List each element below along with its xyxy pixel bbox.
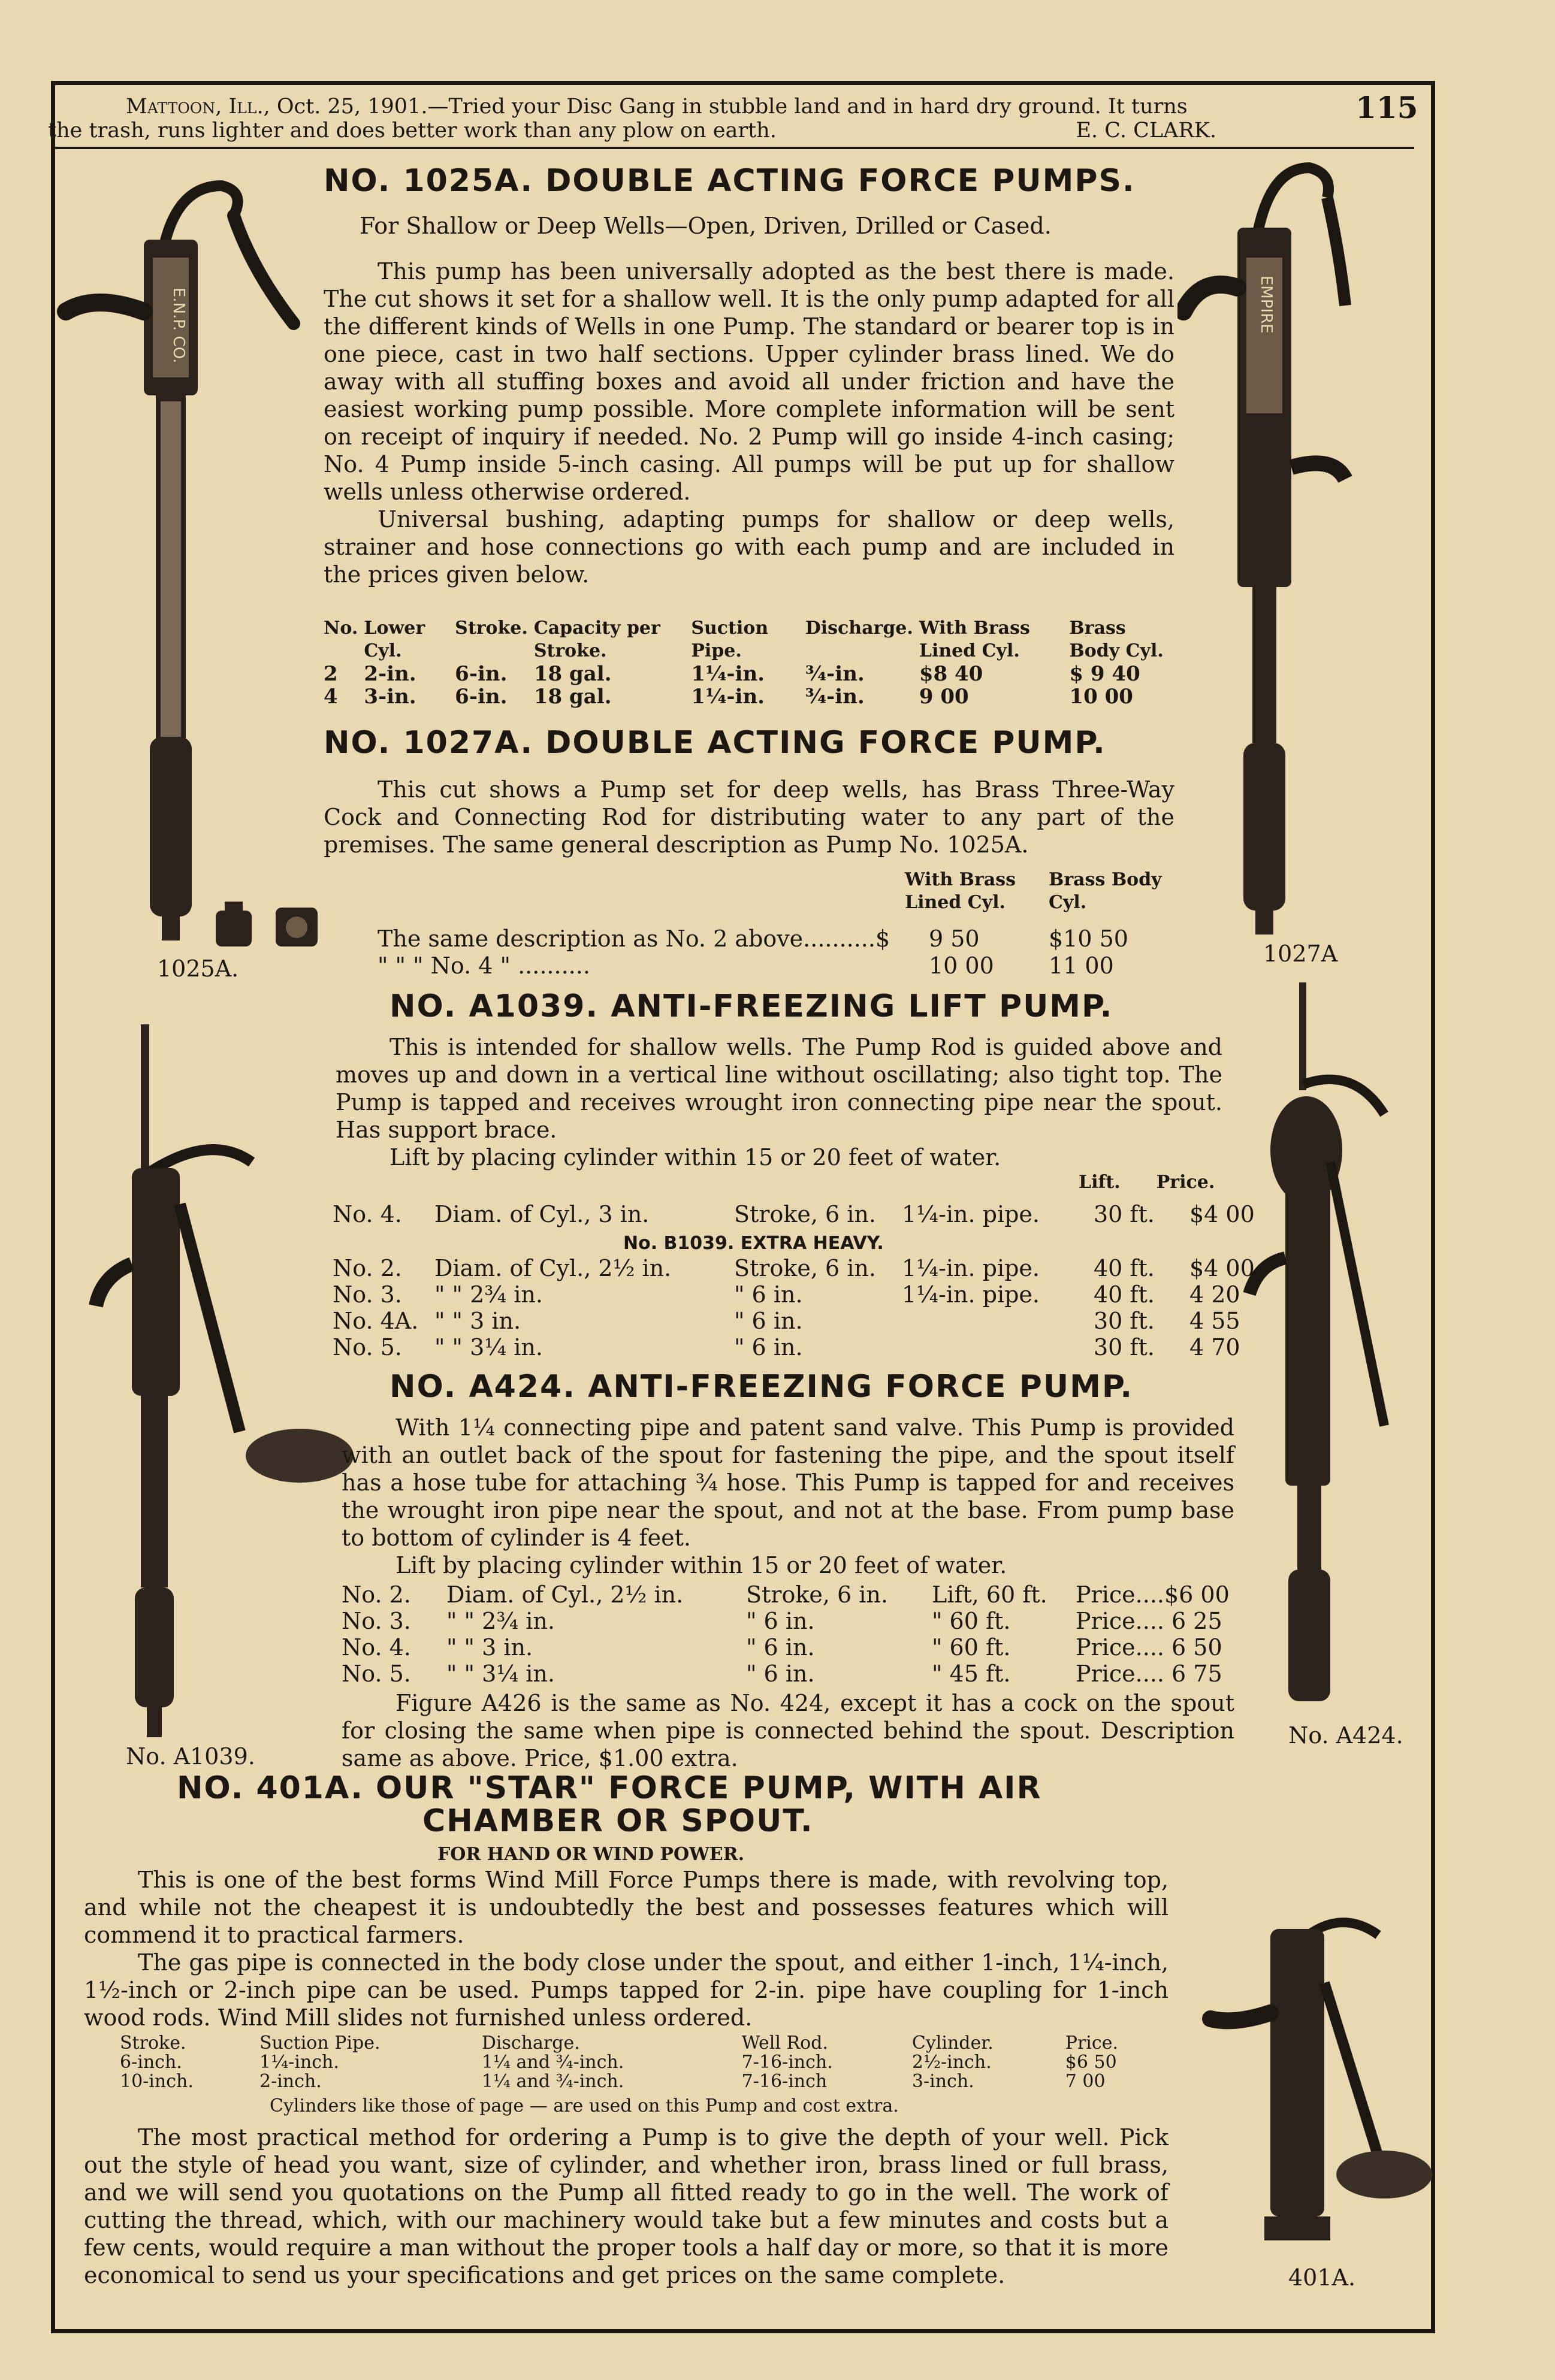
cell: 1¼-in. pipe. (902, 1255, 1040, 1281)
cell: 4 70 (1189, 1334, 1240, 1360)
cell: 1¼-in. (691, 662, 765, 686)
table-row (324, 663, 1186, 685)
col-brass-body: Brass Body Cyl. (1049, 869, 1162, 913)
pump-401a-illustration (1198, 1893, 1438, 2264)
table-row (120, 2053, 1168, 2072)
cell: " " 2¾ in. (434, 1281, 543, 1308)
cell: " 6 in. (734, 1334, 803, 1360)
cell: 18 gal. (533, 685, 612, 709)
table-row (333, 1281, 1261, 1308)
caption-a1039: No. A1039. (126, 1743, 255, 1770)
ordering-instructions (84, 2124, 1168, 2289)
table-row (324, 685, 1186, 708)
cell: 18 gal. (533, 662, 612, 686)
cell: " 6 in. (734, 1308, 803, 1334)
cell: 7-16-inch (741, 2071, 828, 2092)
table-1025a-header (324, 617, 1186, 663)
subtitle-1025a: For Shallow or Deep Wells—Open, Driven, Drilled or Cased. (360, 213, 1052, 239)
table-401a (120, 2034, 1168, 2091)
cell: 40 ft. (1094, 1255, 1155, 1281)
testimonial-line-1: , Oct. 25, 1901.—Tried your Disc Gang in stubble land and in hard dry ground. It turns (263, 95, 1188, 119)
cell: " " 3¼ in. (434, 1334, 543, 1360)
cell: Diam. of Cyl., 2½ in. (446, 1581, 684, 1608)
table-row (342, 1581, 1236, 1608)
para-401a-3: The most practical method for ordering a Pump is to give the depth of your well. Pick out the style of head you want, size of cylinder, and whether iron, brass lined or full brass, and we will send you quotations on the Pump all fitted ready to go in the well. The work of cutting the thread, which, with our machinery would take but a few minutes and costs but a few cents, would require a man without the proper tools a half day or more, so that it is more economical to send us your specifications and get prices on the same complete. (84, 2124, 1168, 2288)
cell: No. 4. (342, 1634, 411, 1661)
title-401a-line-2: CHAMBER OR SPOUT. (422, 1803, 814, 1839)
th: Well Rod. (741, 2033, 828, 2054)
pump-body-label-right: EMPIRE (1257, 276, 1275, 334)
table-1025a (324, 617, 1186, 708)
table-a1039-main (333, 1201, 1261, 1227)
cell: 1¼-in. pipe. (902, 1281, 1040, 1308)
page-number: 115 (1355, 90, 1418, 125)
cell: 7-16-inch. (741, 2052, 833, 2073)
table-row (333, 1308, 1261, 1334)
cell: " 6 in. (746, 1608, 815, 1634)
th: Capacity per Stroke. (533, 618, 660, 661)
cell: Price.... 6 75 (1076, 1661, 1222, 1687)
th: Price. (1065, 2033, 1118, 2054)
a1039-col-headers (1079, 1171, 1215, 1194)
cell: 1¼-inch. (259, 2052, 339, 2073)
cell: 6-inch. (120, 2052, 182, 2073)
cell: " 6 in. (746, 1661, 815, 1687)
cell: 1¼ and ¾-inch. (481, 2071, 624, 2092)
cell: " 45 ft. (932, 1661, 1011, 1687)
cell: 40 ft. (1094, 1281, 1155, 1308)
th: With Brass Lined Cyl. (919, 618, 1030, 661)
th: Suction Pipe. (691, 618, 769, 661)
table-row (342, 1661, 1236, 1687)
subtitle-401a: FOR HAND OR WIND POWER. (437, 1844, 745, 1865)
caption-401a: 401A. (1288, 2264, 1356, 2291)
table-row (120, 2072, 1168, 2091)
cell: 10 00 (1069, 685, 1133, 709)
cell: 6-in. (455, 685, 508, 709)
price-value: 11 00 (1049, 952, 1114, 979)
table-row (333, 1201, 1261, 1227)
pump-body-label-left: E.N.P. CO. (170, 288, 188, 364)
extra-heavy-label: No. B1039. EXTRA HEAVY. (623, 1233, 884, 1254)
cylinder-note-401a: Cylinders like those of page — are used on this Pump and cost extra. (270, 2095, 899, 2116)
para-1025a-2: Universal bushing, adapting pumps for shallow or deep wells, strainer and hose connections go with each pump and are included in the prices given below. (324, 506, 1174, 588)
price-row-label: The same description as No. 2 above..........$ (378, 926, 890, 952)
cell: No. 5. (342, 1661, 411, 1687)
th: Lower Cyl. (364, 618, 425, 661)
cell: " 60 ft. (932, 1634, 1011, 1661)
table-401a-header (120, 2034, 1168, 2053)
cell: ¾-in. (805, 685, 865, 709)
th: Discharge. (481, 2033, 580, 2054)
title-1025a: NO. 1025A. DOUBLE ACTING FORCE PUMPS. (324, 163, 1136, 199)
cell: " " 3 in. (434, 1308, 521, 1334)
cell: No. 4. (333, 1201, 402, 1227)
testimonial-signature: E. C. CLARK. (1076, 119, 1216, 143)
price-row-1027a-1 (378, 926, 1128, 952)
cell: " 6 in. (734, 1281, 803, 1308)
cell: 3-inch. (911, 2071, 974, 2092)
para-a424-2: Lift by placing cylinder within 15 or 20 feet of water. (395, 1552, 1007, 1578)
note-a426 (342, 1689, 1234, 1772)
cell: No. 3. (342, 1608, 411, 1634)
cell: 30 ft. (1094, 1308, 1155, 1334)
cell: No. 2. (333, 1255, 402, 1281)
cell: Price.... 6 25 (1076, 1608, 1222, 1634)
cell: 1¼ and ¾-inch. (481, 2052, 624, 2073)
cell: $8 40 (919, 662, 983, 686)
col-lift: Lift. (1079, 1172, 1121, 1193)
cell: 10-inch. (120, 2071, 194, 2092)
col-price: Price. (1156, 1172, 1215, 1193)
caption-1027a: 1027A (1263, 940, 1338, 967)
caption-1025a: 1025A. (157, 955, 239, 982)
cell: " " 3¼ in. (446, 1661, 555, 1687)
pump-a424-illustration (1234, 982, 1420, 1719)
cell: Lift, 60 ft. (932, 1581, 1047, 1608)
cell: Stroke, 6 in. (734, 1255, 876, 1281)
price-header-1027a (905, 869, 1168, 914)
th: Stroke. (455, 618, 528, 639)
description-a1039 (336, 1033, 1222, 1171)
cell: No. 2. (342, 1581, 411, 1608)
price-value: 10 00 (929, 952, 994, 979)
description-1025a (324, 258, 1174, 588)
para-a424: With 1¼ connecting pipe and patent sand valve. This Pump is provided with an outlet back of the spout for fastening the pipe, and the spout itself has a hose tube for attaching ¾ hose. This Pump is tapped for and receives the wrought iron pipe near the spout, and not at the base. From pump base to bottom of cylinder is 4 feet. (342, 1414, 1234, 1551)
cell: No. 3. (333, 1281, 402, 1308)
cell: Diam. of Cyl., 3 in. (434, 1201, 650, 1227)
para-1025a-1: This pump has been universally adopted as the best there is made. The cut shows it set for a shallow well. It is the only pump adapted for all the different kinds of Wells in one Pump. The standard or bearer top is in one piece, cast in two half sections. Upper cylinder brass lined. We do away with all stuffing boxes and avoid all under friction and have the easiest working pump possible. More complete information will be sent on receipt of inquiry if needed. No. 2 Pump will go inside 4-inch casing; No. 4 Pump inside 5-inch casing. All pumps will be put up for shallow wells unless otherwise ordered. (324, 258, 1174, 505)
cell: Price....$6 00 (1076, 1581, 1230, 1608)
cell: ¾-in. (805, 662, 865, 686)
cell: 4 55 (1189, 1308, 1240, 1334)
title-401a-line-1: NO. 401A. OUR "STAR" FORCE PUMP, WITH AIR (177, 1770, 1042, 1806)
cell: No. 4A. (333, 1308, 419, 1334)
pump-a1039-illustration (60, 1024, 360, 1743)
cell: 2½-inch. (911, 2052, 992, 2073)
cell: 2 (324, 662, 338, 686)
cell: 9 00 (919, 685, 969, 709)
cell: " 60 ft. (932, 1608, 1011, 1634)
para-1027a: This cut shows a Pump set for deep wells, has Brass Three-Way Cock and Connecting Rod for distributing water to any part of the premises. The same general description as Pump No. 1025A. (324, 776, 1174, 858)
cell: $4 00 (1189, 1201, 1255, 1227)
cell: 6-in. (455, 662, 508, 686)
cell: " 6 in. (746, 1634, 815, 1661)
title-1027a: NO. 1027A. DOUBLE ACTING FORCE PUMP. (324, 725, 1106, 761)
table-row (333, 1334, 1261, 1360)
cell: 30 ft. (1094, 1201, 1155, 1227)
description-401a (84, 1866, 1168, 2031)
cell: 3-in. (364, 685, 416, 709)
cell (902, 1334, 1094, 1360)
cell: Stroke, 6 in. (746, 1581, 888, 1608)
cell: 7 00 (1065, 2071, 1106, 2092)
para-401a-2: The gas pipe is connected in the body close under the spout, and either 1-inch, 1¼-inch, 1½-inch or 2-inch pipe can be used. Pumps tapped for 2-in. pipe have coupling for 1-inch wood rods. Wind Mill slides not furnished unless ordered. (84, 1949, 1168, 2031)
cell: 4 (324, 685, 338, 709)
para-a424-3: Figure A426 is the same as No. 424, except it has a cock on the spout for closing the same when pipe is connected behind the spout. Description same as above. Price, $1.00 extra. (342, 1690, 1234, 1771)
table-row (333, 1255, 1261, 1281)
th: Discharge. (805, 618, 913, 639)
cell: $4 00 (1189, 1255, 1255, 1281)
title-a424: NO. A424. ANTI-FREEZING FORCE PUMP. (389, 1369, 1134, 1405)
cell: No. 5. (333, 1334, 402, 1360)
title-a1039: NO. A1039. ANTI-FREEZING LIFT PUMP. (389, 988, 1113, 1024)
cell: " " 3 in. (446, 1634, 533, 1661)
th: Suction Pipe. (259, 2033, 381, 2054)
cell: 30 ft. (1094, 1334, 1155, 1360)
cell: Stroke, 6 in. (734, 1201, 876, 1227)
cell: 1¼-in. pipe. (902, 1201, 1040, 1227)
cell: $ 9 40 (1069, 662, 1140, 686)
para-a1039-2: Lift by placing cylinder within 15 or 20 feet of water. (389, 1144, 1001, 1171)
cell: 2-in. (364, 662, 416, 686)
cell (902, 1308, 1094, 1334)
caption-a424: No. A424. (1288, 1722, 1403, 1749)
table-a1039 (333, 1255, 1261, 1360)
pump-1025a-illustration (54, 174, 318, 952)
cell: Diam. of Cyl., 2½ in. (434, 1255, 672, 1281)
bushing-parts-illustration (210, 899, 330, 952)
cell: Price.... 6 50 (1076, 1634, 1222, 1661)
price-value: $10 50 (1049, 926, 1128, 952)
th: Cylinder. (911, 2033, 994, 2054)
price-row-1027a-2 (378, 952, 1114, 979)
cell: 2-inch. (259, 2071, 322, 2092)
price-row-label: " " " No. 4 " .......... (378, 952, 590, 979)
para-a1039: This is intended for shallow wells. The Pump Rod is guided above and moves up and down in a vertical line without oscillating; also tight top. The Pump is tapped and receives wrought iron connecting pipe near the spout. Has support brace. (336, 1034, 1222, 1143)
cell: $6 50 (1065, 2052, 1117, 2073)
th: No. (324, 618, 358, 639)
header-rule (54, 147, 1414, 149)
description-1027a (324, 776, 1174, 858)
cell: 4 20 (1189, 1281, 1240, 1308)
testimonial-header (48, 95, 1336, 143)
cell: 1¼-in. (691, 685, 765, 709)
para-401a-1: This is one of the best forms Wind Mill Force Pumps there is made, with revolving top, and while not the cheapest it is undoubtedly the best and possesses features which will commend it to practical farmers. (84, 1867, 1168, 1948)
price-value: 9 50 (929, 926, 980, 952)
cell: " " 2¾ in. (446, 1608, 555, 1634)
description-a424 (342, 1414, 1234, 1579)
th: Stroke. (120, 2033, 186, 2054)
pump-1027a-illustration (1177, 156, 1429, 940)
table-a424 (342, 1581, 1236, 1687)
col-brass-lined: With Brass Lined Cyl. (905, 869, 1016, 913)
testimonial-city: Mattoon, Ill. (126, 95, 264, 119)
table-row (342, 1634, 1236, 1661)
table-row (342, 1608, 1236, 1634)
th: Brass Body Cyl. (1069, 618, 1164, 661)
testimonial-line-2: the trash, runs lighter and does better work than any plow on earth. (48, 119, 777, 143)
